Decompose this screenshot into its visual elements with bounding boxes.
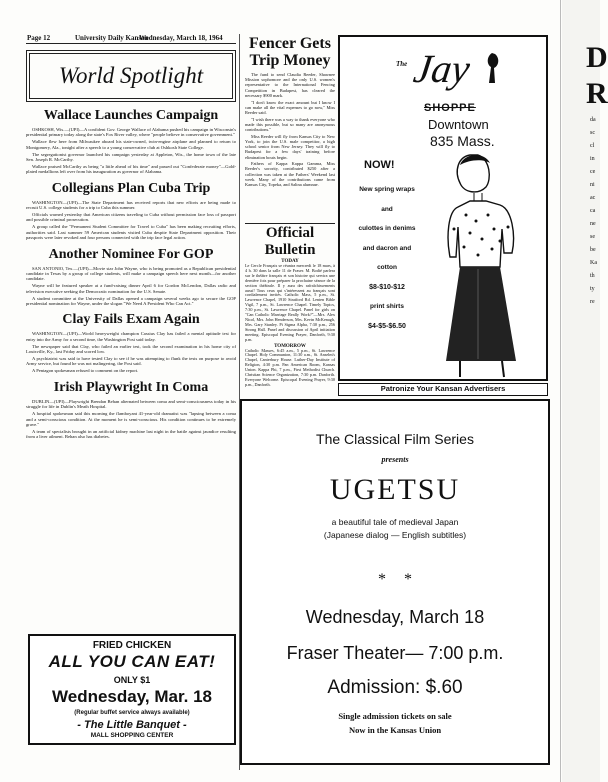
shop-logo: Jay — [410, 46, 473, 91]
issue-date: Wednesday, March 18, 1964 — [139, 34, 223, 42]
story-headline: Wallace Launches Campaign — [43, 108, 219, 123]
world-spotlight-stories — [26, 108, 236, 630]
ad-price: ONLY $1 — [113, 675, 151, 685]
story-paragraph: The segregationist governor launched his campaign yesterday at Appleton, Wis., the home town of the late Sen. Joseph R. McCarthy. — [26, 151, 236, 163]
film-venue: Fraser Theater— 7:00 p.m. — [286, 643, 504, 663]
ad-address: 835 Mass. — [430, 133, 495, 149]
ad-restaurant: - The Little Banquet - — [77, 719, 187, 731]
ad-line: Single admission tickets on sale — [338, 711, 452, 721]
edge-letters: D R — [586, 41, 608, 110]
film-subtitle: (Japanese dialog — English subtitles) — [323, 530, 467, 540]
ad-line: $4-$5-$6.50 — [368, 322, 406, 330]
ad-line: and — [381, 205, 393, 213]
ad-line: (Regular buffet service always available) — [74, 710, 190, 716]
story-paragraph: Officials warned yesterday that American citizens traveling to Cuba without permission face loss of passport and possible criminal prosecution. — [26, 212, 236, 223]
ad-date: Wednesday, Mar. 18 — [52, 687, 212, 706]
story-headline: Fencer Gets Trip Money — [249, 35, 331, 69]
story-wallace — [26, 108, 236, 175]
story-paragraph: A Pentagon spokesman refused to comment on the report. — [32, 368, 139, 374]
story-paragraph: Fathers of Kappa Kappa Gamma, Miss Reeder's sorority, contributed $250 after a collection was taken at the Fathers' Weekend last week. Many of the contributions came from Kansas City, Topeka, and Salina alumnae. — [245, 161, 335, 188]
fashion-illustration — [430, 149, 540, 386]
film-title: UGETSU — [329, 473, 461, 506]
star-divider: * * — [378, 571, 412, 588]
film-series-ad — [240, 399, 550, 765]
ad-line: presents — [381, 455, 409, 464]
bulletin-tomorrow: Catholic Masses, 6:45 a.m., 5 p.m., St. Lawrence Chapel. Holy Communion, 11:30 a.m., St. Anselm's Chapel, Canterbury House. Luther-Day Institute of Religion, 4:30 p.m. Pan American Room, Kansas Union. Kappa Phi, 7 p.m., First Methodist Church. Christian Science Organization, 7:30 p.m. Danforth. Everyone Welcome. Episcopal Evening Prayer, 9:30 p.m., Danforth. — [245, 347, 335, 387]
world-spotlight-title: World Spotlight — [29, 53, 233, 99]
ad-location: Downtown — [428, 117, 489, 132]
fried-chicken-ad — [28, 634, 236, 745]
ad-line: $8-$10-$12 — [369, 283, 405, 291]
story-paragraph: The newspaper said that Clay, who failed an earlier test, took the second examination in his home city of Louisville, Ky., last Friday and scored low. — [26, 343, 236, 355]
story-paragraph: Miss Reeder will fly from Kansas City to New York, to join the U.S. male competitor, a high school senior from New Jersey. They will fly to Budapest for a few days' training before elimination bouts begin. — [245, 133, 335, 160]
story-paragraph: A student committee at the University of Dallas opened a campaign several weeks ago to secure the GOP presidential nomination for Wayne, under the slogan "We Need A President Who Can Act." — [26, 295, 236, 307]
fencer-story — [245, 35, 335, 189]
story-paragraph: WASHINGTON—(UPI)—World heavyweight champion Cassius Clay has failed a mental aptitude test for entry into the Army for a second time, the Washington Post said today. — [26, 331, 236, 342]
page-gutter — [560, 0, 561, 782]
story-headline: Another Nominee For GOP — [48, 246, 214, 262]
story-paragraph: WASHINGTON—(UPI)—The State Department has received reports that new efforts are being made to recruit U.S. college students for a trip to Cuba this summer. — [26, 199, 236, 211]
paper-name: University Daily Kansan — [75, 34, 149, 42]
jayhawk-icon — [483, 51, 503, 90]
ad-line: The — [396, 60, 408, 68]
ad-line: cotton — [377, 264, 397, 271]
jay-shoppe-ad — [338, 35, 548, 381]
story-cuba — [26, 181, 236, 241]
ad-line: FRIED CHICKEN — [92, 640, 172, 651]
story-paragraph: "I don't know the exact amount but I know I can make all the vital expenses to go now," Miss Reeder said. — [245, 99, 335, 115]
story-paragraph: DUBLIN—(UPI)—Playwright Brendan Behan alternated between coma and semi-consciousness today in his struggle for life in Dublin's Meath Hospital. — [26, 398, 236, 410]
story-paragraph: A group called the "Permanent Student Committee for Travel to Cuba" has been making recruiting efforts, authorities said. Last summer 59 American students visited Cuba despite State Department opposition. Their passports were later revoked and four persons connected with the trip face legal action. — [26, 224, 236, 241]
story-headline: Collegians Plan Cuba Trip — [51, 180, 211, 196]
ad-copy — [346, 180, 428, 336]
ad-line: Now in the Kansas Union — [348, 725, 442, 735]
edge-text: da sc cl in ce ni ac ca ne se be Ka th ty re — [590, 117, 597, 305]
story-paragraph: A hospital spokesman said this morning the flamboyant 41-year-old dramatist was "lapsing between a coma and a semi-conscious condition. At the moment he is semi-conscious. His condition continues to be extremely grave." — [26, 411, 236, 427]
world-spotlight-banner — [26, 50, 236, 102]
patronize-banner: Patronize Your Kansan Advertisers — [338, 383, 548, 396]
bulletin-today: Le Cercle Français se réunira mercredi le 18 mars, à 4 h. 30 dans la salle 11 de Fraser. M. Bodié parlera sur le théâtre français et son histoire qui servira une dernière fois pour préparer la prochaine séance de la section théâtrale. Il y aura des rafraîchissements aussi! Tous ceux qui s'intéressent au français sont cordialement invités. Catholic Mass, 5 p.m., St. Lawrence Chapel, 1910 Stratford Rd. Lenten Bible Vigil, 7 p.m., St. Lawrence Chapel. Timely Topics, 7:30 p.m., St. Lawrence Chapel. Panel for girls on "Can Catholic Marriage Really Work?"—Mrs. Alex Nicol, Mrs. John Henderson, Mrs. Kevin McKenagh, Mrs. Gary Stanley. Pi Sigma Alpha, 7:30 p.m., 256 Strong Hall. Panel and discussion of April initiation meeting. Episcopal Evening Prayer, Danforth, 9:30 p.m. — [245, 263, 335, 342]
ad-line: SHOPPE — [424, 102, 476, 114]
film-admission: Admission: $.60 — [327, 677, 463, 698]
ad-line: print shirts — [370, 303, 404, 310]
ad-series: The Classical Film Series — [316, 431, 474, 447]
official-bulletin — [245, 223, 335, 389]
story-paragraph: "I wish there was a way to thank everyone who made this possible, but so many are anonymous contributions." — [245, 116, 335, 133]
ad-line: New spring wraps — [359, 186, 415, 193]
film-date: Wednesday, March 18 — [305, 607, 485, 627]
masthead-rule — [26, 43, 236, 44]
story-clay — [26, 312, 236, 373]
story-paragraph: A psychiatrist was said to have tested Clay to see if he was attempting to flunk the tests on purpose to avoid Army service, but found he was not malingering, the Post said. — [26, 356, 236, 367]
story-paragraph: The fund to send Claudia Reeder, Shawnee Mission sophomore and the only U.S. women's representative to the International Fencing Competition in Budapest, has cleared the necessary $900 mark. — [245, 72, 335, 98]
bulletin-section-label: TOMORROW — [274, 343, 306, 349]
bulletin-title: Official Bulletin — [264, 225, 316, 258]
ad-line: culottes in denims — [358, 225, 416, 232]
story-wayne — [26, 247, 236, 307]
ad-line: and dacron and — [362, 244, 412, 252]
story-paragraph: A team of specialists brought in an artificial kidney machine last night in the battle against jaundice resulting from a liver ailment. Behan also has diabetes. — [26, 428, 236, 440]
story-paragraph: SAN ANTONIO, Tex.—(UPI)—Movie star John Wayne, who is being promoted as a Republican presidential candidate in Texas by a group of college students, will make a campaign speech here next month—for another candidate. — [26, 265, 236, 282]
story-headline: Clay Fails Exam Again — [62, 312, 200, 328]
story-paragraph: Wayne will be featured speaker at a fund-raising dinner April 6 for Gordon McLendon, Dallas radio and television executive seeking the Democratic nomination for the U.S. Senate. — [26, 283, 236, 294]
ad-location: MALL SHOPPING CENTER — [90, 732, 174, 739]
adjacent-page-edge — [562, 0, 608, 782]
ad-headline: ALL YOU CAN EAT! — [48, 652, 216, 671]
story-paragraph: Wallace praised McCarthy as being "a little ahead of his time" and passed out "Confederate money"—Gold-plated medallions left over from his inauguration as governor of Alabama. — [26, 163, 236, 175]
divider — [245, 223, 335, 224]
story-paragraph: OSHKOSH, Wis.—(UPI)—A confident Gov. George Wallace of Alabama pushed his campaign in Wisconsin's presidential primary today along the state's Fox River valley, where "people believe in conservative government." — [26, 127, 236, 138]
page-number: Page 12 — [27, 34, 51, 42]
bulletin-section-label: TODAY — [281, 259, 299, 264]
story-behan — [26, 380, 236, 440]
film-tagline: a beautiful tale of medieval Japan — [331, 517, 459, 527]
story-paragraph: Wallace flew here from Milwaukee aboard his state-owned, twin-engine airplane and planned to return to Montgomery, Ala., tonight after a speech to a young conservative club at Oshkosh State College. — [26, 139, 236, 150]
ad-line: NOW! — [364, 159, 395, 171]
story-headline: Irish Playwright In Coma — [53, 379, 209, 395]
